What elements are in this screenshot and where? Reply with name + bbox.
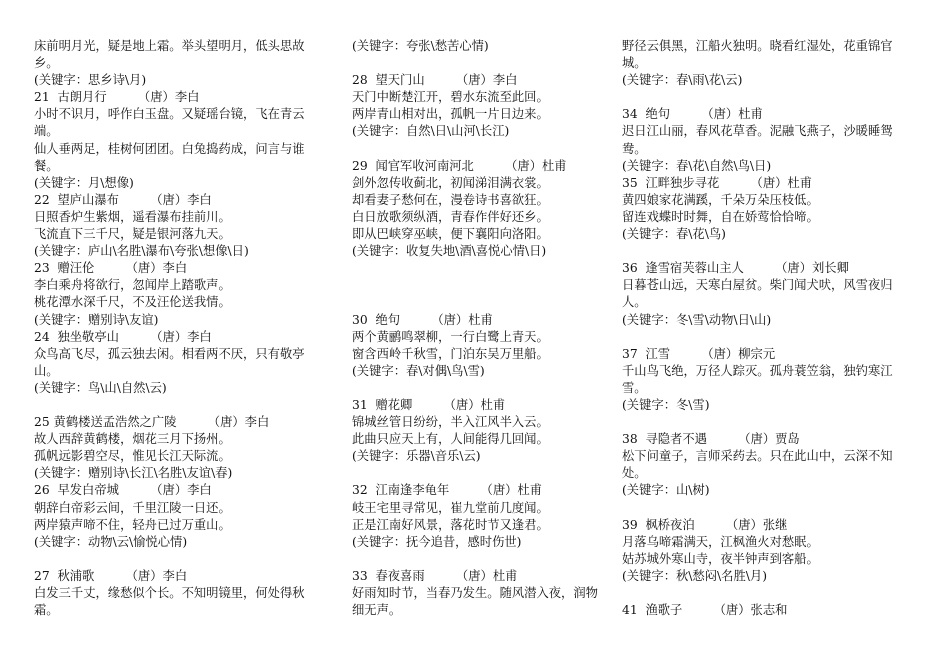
poem-title: 36 逢雪宿芙蓉山主人 （唐）刘长卿 <box>622 261 849 276</box>
blank-line <box>622 414 914 431</box>
blank-line <box>352 55 600 72</box>
poem-line: 锦城丝管日纷纷，半入江风半入云。 <box>352 415 549 430</box>
poem-line: 两个黄鹂鸣翠柳，一行白鹭上青天。 <box>352 329 549 344</box>
poem-title: 32 江南逢李龟年 （唐）杜甫 <box>352 483 543 498</box>
blank-line <box>622 243 914 260</box>
poem-line: 千山鸟飞绝，万径人踪灭。孤舟蓑笠翁，独钓寒江雪。 <box>622 363 893 395</box>
column-left <box>34 38 326 619</box>
column-middle <box>352 38 600 619</box>
poem-line: 朝辞白帝彩云间，千里江陵一日还。 <box>34 500 231 515</box>
keywords-line: (关键字：赠别诗\友谊) <box>34 312 159 327</box>
poem-title: 31 赠花卿 （唐）杜甫 <box>352 397 506 412</box>
keywords-line: (关键字：春\雨\花\云) <box>622 73 743 88</box>
blank-line <box>34 551 326 568</box>
keywords-line: (关键字：收复失地\酒\喜悦心情\日) <box>352 244 547 259</box>
poem-title: 24 独坐敬亭山 （唐）李白 <box>34 329 212 344</box>
poem-line: 迟日江山丽，春风花草香。泥融飞燕子，沙暖睡鸳鸯。 <box>622 124 893 156</box>
poem-line: 松下问童子，言师采药去。只在此山中，云深不知处。 <box>622 449 893 481</box>
poem-line: 姑苏城外寒山寺，夜半钟声到客船。 <box>622 551 819 566</box>
keywords-line: (关键字：乐器\音乐\云) <box>352 449 481 464</box>
keywords-line: (关键字：春\对偶\鸟\雪) <box>352 363 485 378</box>
poem-title: 39 枫桥夜泊 （唐）张继 <box>622 517 788 532</box>
keywords-line: (关键字：自然\日\山河\长江) <box>352 124 510 139</box>
keywords-line: (关键字：庐山\名胜\瀑布\夸张\想像\日) <box>34 244 249 259</box>
keywords-line: (关键字：山\树) <box>622 483 710 498</box>
keywords-line: (关键字：鸟\山\自然\云) <box>34 380 167 395</box>
poem-line: 天门中断楚江开，碧水东流至此回。 <box>352 90 549 105</box>
poem-line: 正是江南好风景，落花时节又逢君。 <box>352 517 549 532</box>
poem-title: 35 江畔独步寻花 （唐）杜甫 <box>622 175 813 190</box>
keywords-line: (关键字：春\花\自然\鸟\日) <box>622 158 772 173</box>
poem-line: 剑外忽传收蓟北，初闻涕泪满衣裳。 <box>352 175 549 190</box>
poem-line: 床前明月光，疑是地上霜。举头望明月，低头思故乡。 <box>34 39 305 71</box>
poem-line: 仙人垂两足，桂树何团团。白兔捣药成，问言与谁餐。 <box>34 141 305 173</box>
poem-title: 26 早发白帝城 （唐）李白 <box>34 483 212 498</box>
poem-title: 25 黄鹤楼送孟浩然之广陵 （唐）李白 <box>34 415 270 430</box>
poem-line: 黄四娘家花满蹊，千朵万朵压枝低。 <box>622 192 819 207</box>
poem-title: 37 江雪 （唐）柳宗元 <box>622 346 776 361</box>
keywords-line: (关键字：赠别诗\长江\名胜\友谊\春) <box>34 466 233 481</box>
keywords-line: (关键字：春\花\鸟) <box>622 227 726 242</box>
blank-line <box>352 260 600 277</box>
poem-line: 白日放歌须纵酒，青春作伴好还乡。 <box>352 209 549 224</box>
poem-line: 月落乌啼霜满天，江枫渔火对愁眠。 <box>622 534 819 549</box>
poem-title: 21 古朗月行 （唐）李白 <box>34 90 200 105</box>
blank-line <box>352 277 600 294</box>
poem-line: 孤帆远影碧空尽，惟见长江天际流。 <box>34 449 231 464</box>
poem-title: 34 绝句 （唐）杜甫 <box>622 107 763 122</box>
keywords-line: (关键字：夸张\愁苦心情) <box>352 39 489 53</box>
poem-line: 两岸猿声啼不住，轻舟已过万重山。 <box>34 517 231 532</box>
poem-line: 桃花潭水深千尺，不及汪伦送我情。 <box>34 295 231 310</box>
poem-line: 日照香炉生紫烟，遥看瀑布挂前川。 <box>34 209 231 224</box>
poem-title: 33 春夜喜雨 （唐）杜甫 <box>352 568 518 583</box>
keywords-line: (关键字：秋\愁闷\名胜\月) <box>622 568 767 583</box>
poem-title: 28 望天门山 （唐）李白 <box>352 73 518 88</box>
poem-line: 日暮苍山远，天寒白屋贫。柴门闻犬吠，风雪夜归人。 <box>622 278 893 310</box>
keywords-line: (关键字：抚今追昔，感时伤世) <box>352 534 522 549</box>
poem-title: 22 望庐山瀑布 （唐）李白 <box>34 192 212 207</box>
blank-line <box>622 329 914 346</box>
blank-line <box>352 141 600 158</box>
poem-title: 23 赠汪伦 （唐）李白 <box>34 261 188 276</box>
keywords-line: (关键字：思乡诗\月) <box>34 73 147 88</box>
blank-line <box>352 551 600 568</box>
poem-title: 30 绝句 （唐）杜甫 <box>352 312 493 327</box>
poem-line: 白发三千丈，缘愁似个长。不知明镜里，何处得秋霜。 <box>34 586 305 618</box>
blank-line <box>622 585 914 602</box>
poem-line: 却看妻子愁何在，漫卷诗书喜欲狂。 <box>352 192 549 207</box>
keywords-line: (关键字：冬\雪\动物\日\山) <box>622 312 772 327</box>
poem-line: 两岸青山相对出，孤帆一片日边来。 <box>352 107 549 122</box>
poem-line: 窗含西岭千秋雪，门泊东吴万里船。 <box>352 346 549 361</box>
blank-line <box>352 465 600 482</box>
poem-line: 众鸟高飞尽，孤云独去闲。相看两不厌，只有敬亭山。 <box>34 346 305 378</box>
keywords-line: (关键字：动物\云\愉悦心情) <box>34 534 188 549</box>
poem-line: 此曲只应天上有，人间能得几回闻。 <box>352 432 549 447</box>
blank-line <box>622 89 914 106</box>
keywords-line: (关键字：月\想像) <box>34 175 134 190</box>
keywords-line: (关键字：冬\雪) <box>622 397 710 412</box>
blank-line <box>34 397 326 414</box>
poem-title: 27 秋浦歌 （唐）李白 <box>34 568 188 583</box>
blank-line <box>352 294 600 311</box>
poem-line: 飞流直下三千尺，疑是银河落九天。 <box>34 227 231 242</box>
blank-line <box>622 500 914 517</box>
poem-line: 小时不识月，呼作白玉盘。又疑瑶台镜，飞在青云端。 <box>34 107 305 139</box>
poem-title: 38 寻隐者不遇 （唐）贾岛 <box>622 432 800 447</box>
poem-line: 野径云俱黑，江船火独明。晓看红湿处，花重锦官城。 <box>622 39 893 71</box>
poem-line: 李白乘舟将欲行，忽闻岸上踏歌声。 <box>34 278 231 293</box>
poem-line: 岐王宅里寻常见，崔九堂前几度闻。 <box>352 500 549 515</box>
poem-title: 29 闻官军收河南河北 （唐）杜甫 <box>352 158 567 173</box>
poem-line: 即从巴峡穿巫峡，便下襄阳向洛阳。 <box>352 227 549 242</box>
poem-line: 故人西辞黄鹤楼，烟花三月下扬州。 <box>34 432 231 447</box>
poem-line: 留连戏蝶时时舞，自在娇莺恰恰啼。 <box>622 209 819 224</box>
poem-title: 41 渔歌子 （唐）张志和 <box>622 603 788 618</box>
poem-line: 好雨知时节，当春乃发生。随风潜入夜，润物细无声。 <box>352 586 598 618</box>
column-right <box>622 38 914 619</box>
blank-line <box>352 380 600 397</box>
